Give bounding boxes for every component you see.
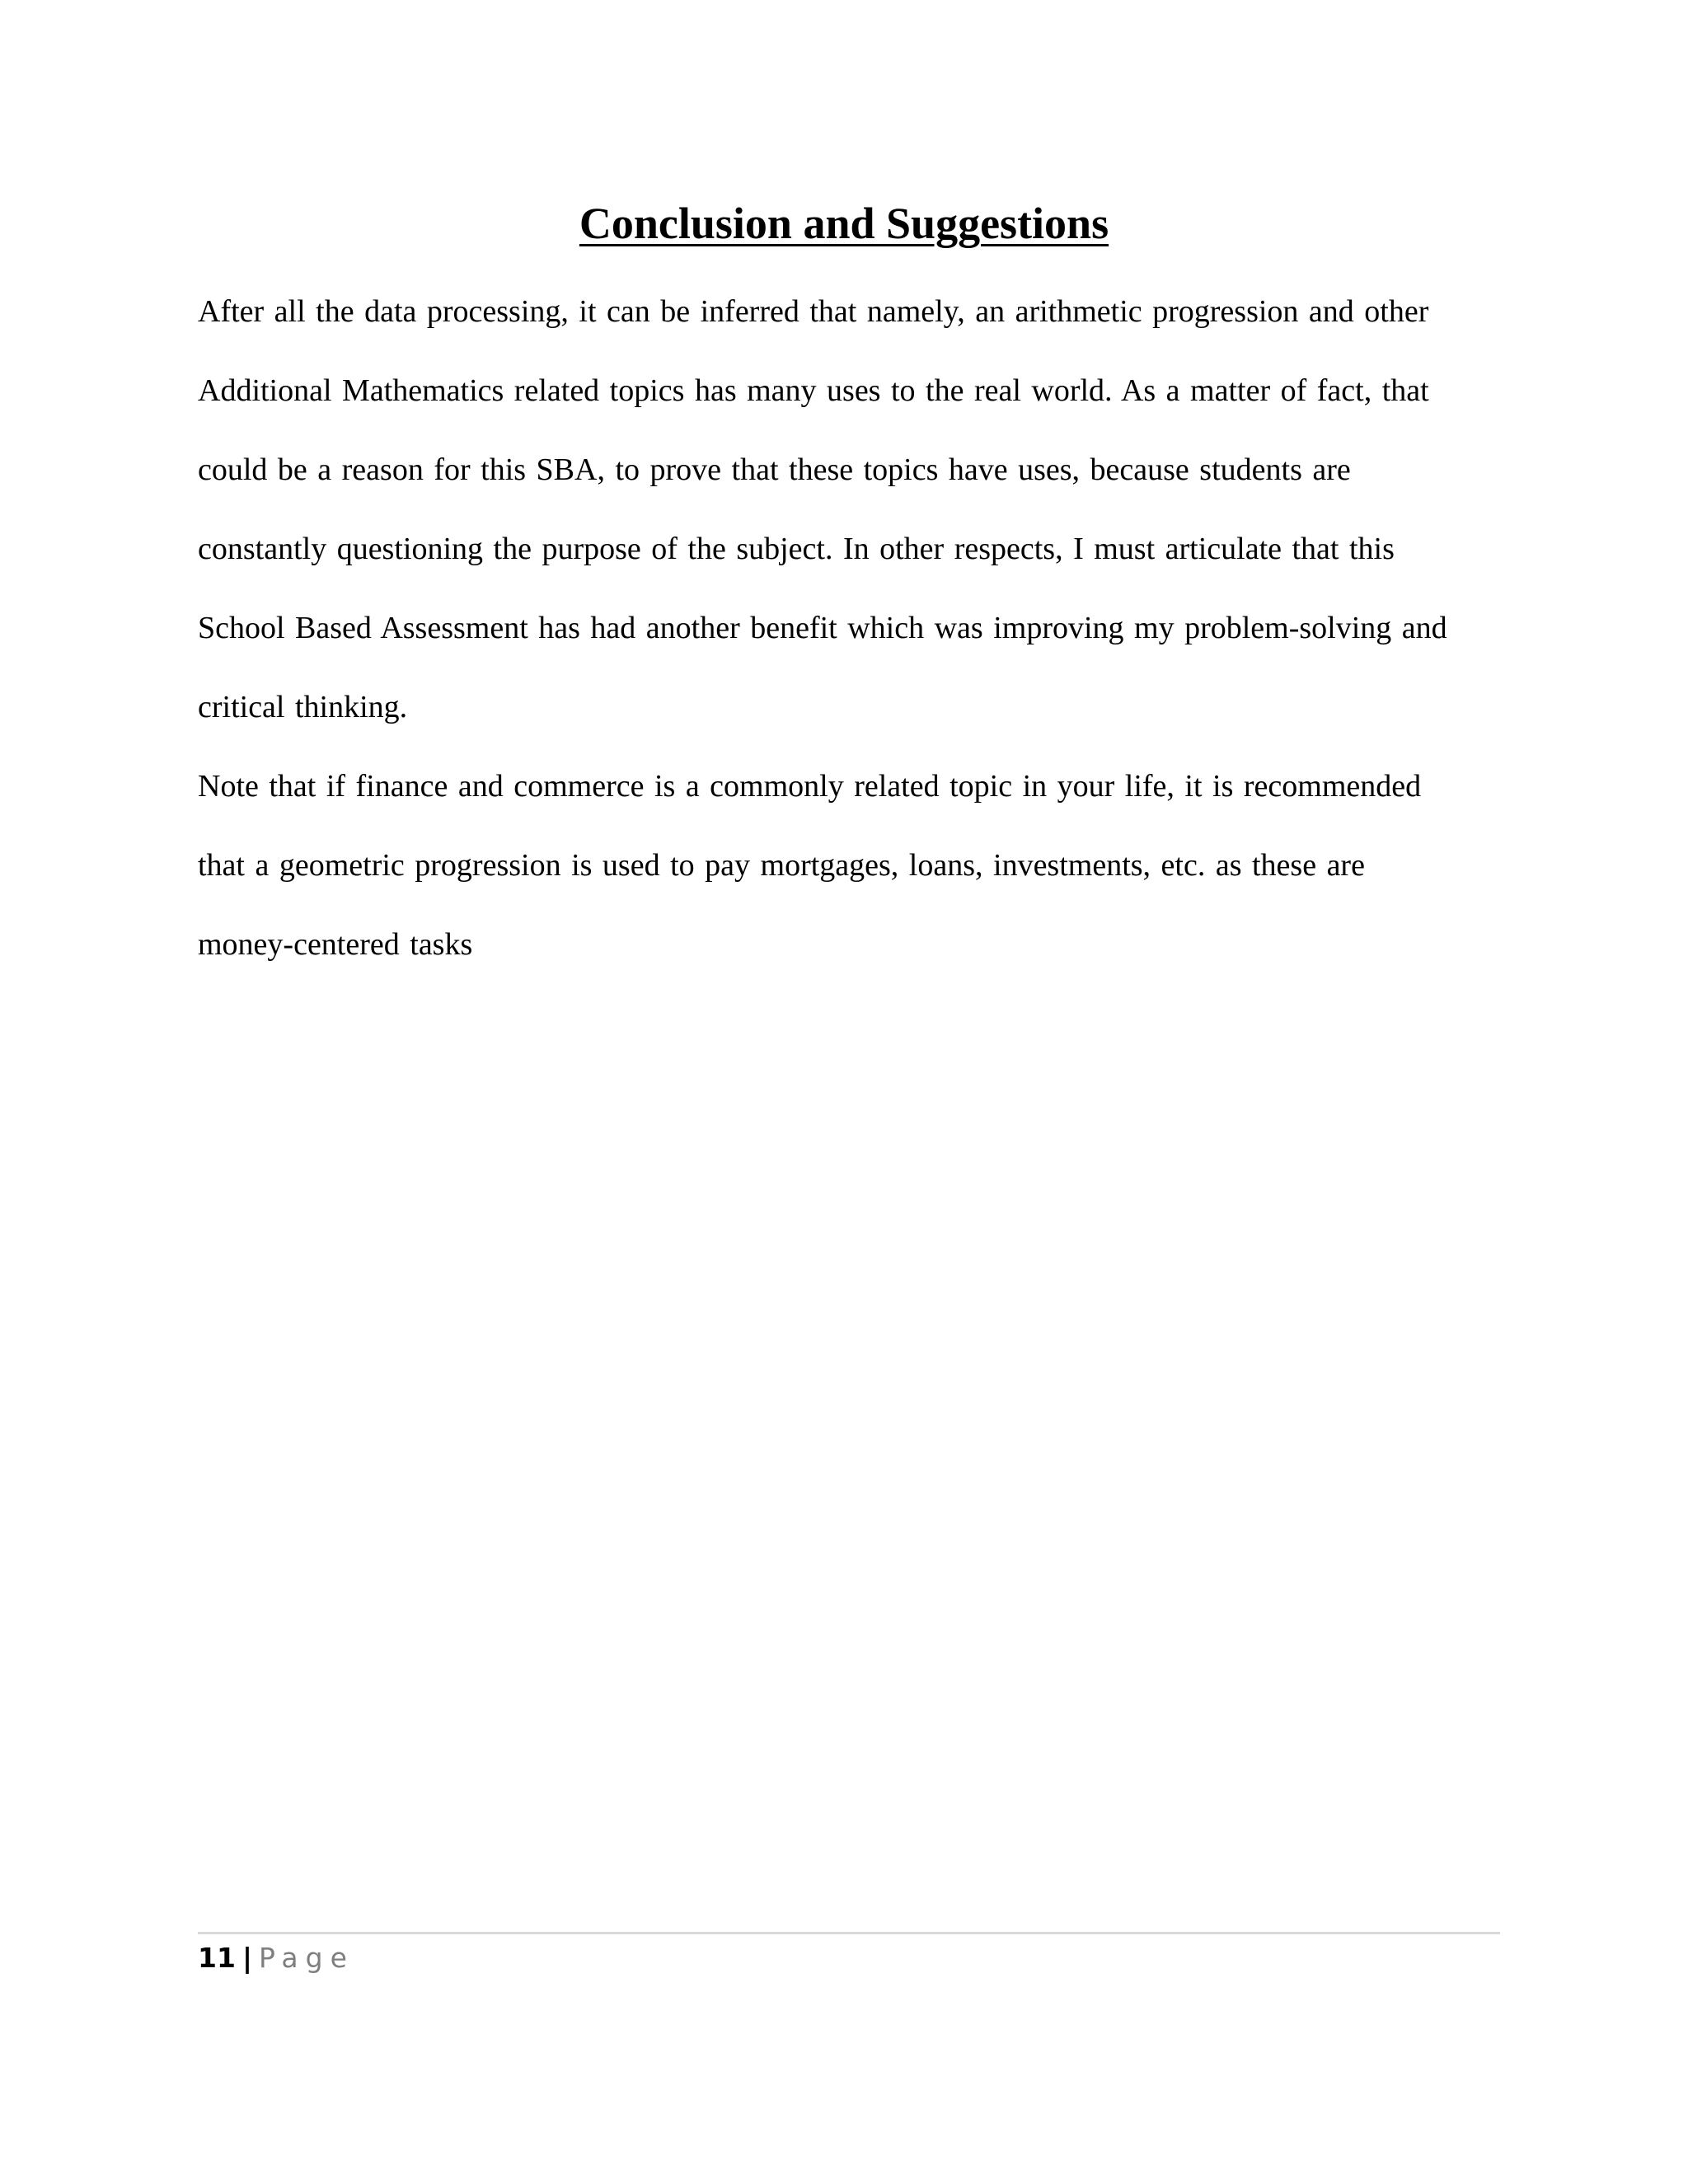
paragraph-1-line-3: could be a reason for this SBA, to prove that these topics have uses, because students are	[198, 452, 1351, 487]
page-title: Conclusion and Suggestions	[579, 199, 1109, 248]
paragraph-2-line-3: money-centered tasks	[198, 927, 473, 962]
paragraph-1-line-6: critical thinking.	[198, 690, 408, 724]
paragraph-1-line-2: Additional Mathematics related topics has many uses to the real world. As a matter of fact, that	[198, 373, 1429, 408]
page-footer	[198, 1938, 354, 1978]
paragraph-1-line-5: School Based Assessment has had another benefit which was improving my problem-solving and	[198, 611, 1447, 645]
footer-separator: |	[241, 1942, 252, 1974]
page-number: 11	[198, 1942, 236, 1974]
paragraph-1-line-4: constantly questioning the purpose of the subject. In other respects, I must articulate that this	[198, 532, 1395, 566]
paragraph-1-line-1: After all the data processing, it can be inferred that namely, an arithmetic progression and other	[198, 294, 1429, 329]
page-label: Page	[259, 1942, 354, 1974]
footer-divider	[198, 1932, 1500, 1934]
paragraph-2-line-2: that a geometric progression is used to pay mortgages, loans, investments, etc. as these are	[198, 848, 1365, 883]
paragraph-2-line-1: Note that if finance and commerce is a commonly related topic in your life, it is recommended	[198, 769, 1422, 804]
